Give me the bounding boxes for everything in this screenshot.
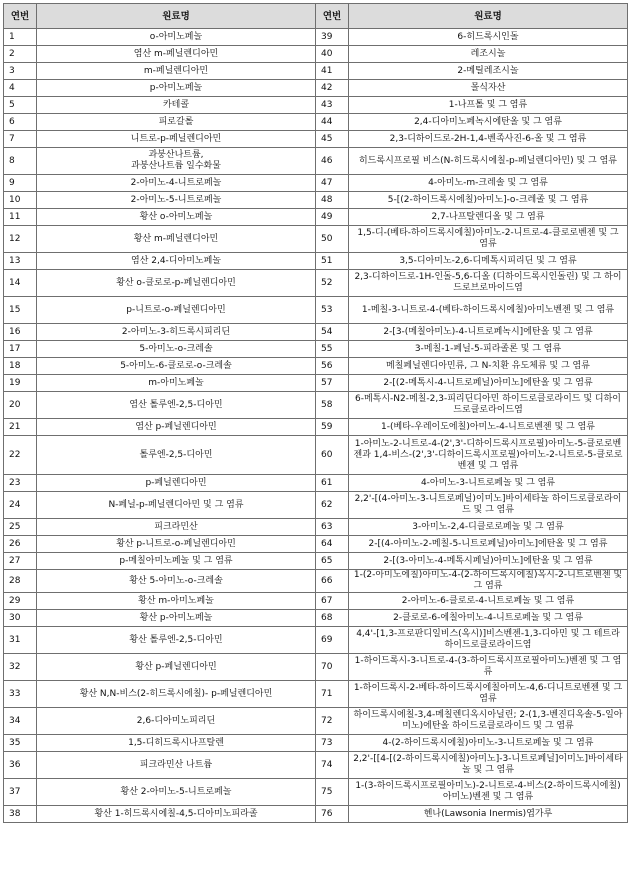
row-number-right: 48 [316,192,349,209]
table-row [4,735,628,752]
ingredient-name-right: 1-나프톨 및 그 염류 [349,97,628,114]
ingredient-name-left: 피로갈롤 [37,114,316,131]
row-number-left: 11 [4,209,37,226]
row-number-right: 69 [316,627,349,654]
ingredient-name-left: 2-아미노-3-히드록시피리딘 [37,324,316,341]
ingredient-name-left: 니트로-p-페닐렌디아민 [37,131,316,148]
table-row [4,114,628,131]
ingredient-name-left: 염산 2,4-디아미노페놀 [37,253,316,270]
row-number-left: 19 [4,375,37,392]
header-no-right: 연번 [316,4,349,29]
ingredient-name-right: 2,2'-[[4-[(2-하이드록시에칠)아미노]-3-니트로페닐]이미노]바이세타놀 및 그 염류 [349,752,628,779]
ingredient-name-left: 톨루엔-2,5-디아민 [37,436,316,475]
ingredient-name-left: 1,5-디히드록시나프탈렌 [37,735,316,752]
ingredient-name-right: 1-하이드록시-3-니트로-4-(3-하이드록시프로필아미노)벤젠 및 그 염류 [349,654,628,681]
ingredient-name-right: 레조시놀 [349,46,628,63]
ingredient-name-right: 4-아미노-3-니트로페놀 및 그 염류 [349,475,628,492]
row-number-left: 4 [4,80,37,97]
ingredient-name-left: o-아미노페놀 [37,29,316,46]
row-number-right: 54 [316,324,349,341]
ingredient-name-right: 2-메틸레조시놀 [349,63,628,80]
ingredient-name-right: 5-[(2-하이드록시에칠)아미노]-o-크레졸 및 그 염류 [349,192,628,209]
header-name-right: 원료명 [349,4,628,29]
ingredient-name-left: 피크라민산 나트륨 [37,752,316,779]
ingredient-name-right: 2-[(3-아미노-4-메톡시페닐)아미노]에탄올 및 그 염류 [349,553,628,570]
ingredient-name-left: 5-아미노-6-클로로-o-크레솔 [37,358,316,375]
ingredient-name-left: 2-아미노-4-니트로페놀 [37,175,316,192]
ingredient-name-left: 5-아미노-o-크레솔 [37,341,316,358]
table-row [4,148,628,175]
table-row [4,681,628,708]
ingredient-table [3,3,628,823]
row-number-left: 1 [4,29,37,46]
ingredient-name-right: 2-[3-(메칠아미노)-4-니트로페녹시]에탄올 및 그 염류 [349,324,628,341]
row-number-right: 56 [316,358,349,375]
ingredient-name-left: 황산 o-아미노페놀 [37,209,316,226]
table-row [4,593,628,610]
ingredient-name-right: 2,3-디하이드로-1H-인돌-5,6-디올 (디하이드록시인돌린) 및 그 하이드로브로마이드염 [349,270,628,297]
row-number-left: 35 [4,735,37,752]
row-number-right: 64 [316,536,349,553]
row-number-right: 57 [316,375,349,392]
table-row [4,209,628,226]
ingredient-name-left: 황산 1-히드록시에칠-4,5-디아미노피라졸 [37,806,316,823]
ingredient-name-left: 2-아미노-5-니트로페놀 [37,192,316,209]
row-number-left: 27 [4,553,37,570]
table-row [4,358,628,375]
row-number-left: 29 [4,593,37,610]
ingredient-name-right: 1-아미노-2-니트로-4-(2',3'-디하이드록시프로필)아미노-5-클로로벤젠과 1,4-비스-(2',3'-디하이드록시프로필)아미노-2-니트로-5-클로로벤젠 및 그 염류 [349,436,628,475]
table-row [4,375,628,392]
ingredient-name-right: 1-(3-하이드록시프로필아미노)-2-니트로-4-비스(2-하이드록시에칠)아미노)벤젠 및 그 염류 [349,779,628,806]
ingredient-name-left: 황산 톨루엔-2,5-디아민 [37,627,316,654]
row-number-right: 46 [316,148,349,175]
row-number-left: 9 [4,175,37,192]
row-number-left: 5 [4,97,37,114]
ingredient-name-right: 2-아미노-6-클로로-4-니트로페놀 및 그 염류 [349,593,628,610]
row-number-left: 28 [4,570,37,593]
row-number-right: 68 [316,610,349,627]
row-number-right: 70 [316,654,349,681]
table-row [4,341,628,358]
ingredient-name-right: 하이드록시에칠-3,4-메칠렌디옥시아닐린; 2-(1,3-벤진디옥솔-5-일아미노)에탄올 하이드로클로라이드 및 그 염류 [349,708,628,735]
ingredient-name-left: 피크라민산 [37,519,316,536]
ingredient-name-left: 황산 2-아미노-5-니트로페놀 [37,779,316,806]
ingredient-name-left: p-아미노페놀 [37,80,316,97]
row-number-right: 59 [316,419,349,436]
row-number-left: 23 [4,475,37,492]
ingredient-name-right: 히드록시프로필 비스(N-히드록시에칠-p-페닐렌디아민) 및 그 염류 [349,148,628,175]
row-number-right: 58 [316,392,349,419]
row-number-left: 30 [4,610,37,627]
row-number-right: 50 [316,226,349,253]
ingredient-name-right: 6-메톡시-N2-메칠-2,3-피리딘디아민 하이드로클로라이드 및 디하이드로클로라이드염 [349,392,628,419]
row-number-left: 14 [4,270,37,297]
table-row [4,654,628,681]
row-number-right: 43 [316,97,349,114]
row-number-right: 67 [316,593,349,610]
ingredient-name-left: 카테콜 [37,97,316,114]
table-row [4,570,628,593]
table-row [4,46,628,63]
header-no-left: 연번 [4,4,37,29]
table-row [4,392,628,419]
header-name-left: 원료명 [37,4,316,29]
table-row [4,708,628,735]
row-number-left: 20 [4,392,37,419]
row-number-left: 8 [4,148,37,175]
ingredient-name-left: m-아미노페놀 [37,375,316,392]
table-row [4,553,628,570]
ingredient-name-left: 황산 p-니트로-o-페닐렌디아민 [37,536,316,553]
ingredient-name-left: 황산 N,N-비스(2-히드록시에칠)- p-페닐렌디아민 [37,681,316,708]
ingredient-name-left: 2,6-디아미노피리딘 [37,708,316,735]
row-number-left: 38 [4,806,37,823]
row-number-left: 13 [4,253,37,270]
row-number-right: 45 [316,131,349,148]
row-number-left: 12 [4,226,37,253]
row-number-left: 32 [4,654,37,681]
table-row [4,253,628,270]
row-number-right: 61 [316,475,349,492]
table-row [4,492,628,519]
table-row [4,270,628,297]
ingredient-name-right: 2,2'-[(4-아미노-3-니트로페닐)이미노]바이세타놀 하이드로클로라이드 및 그 염류 [349,492,628,519]
row-number-left: 17 [4,341,37,358]
row-number-right: 75 [316,779,349,806]
ingredient-name-left: p-페닐렌디아민 [37,475,316,492]
ingredient-name-right: 1-하이드록시-2-베타-하이드록시에칠아미노-4,6-디니트로벤젠 및 그 염류 [349,681,628,708]
ingredient-name-right: 2,7-나프탈렌디올 및 그 염류 [349,209,628,226]
table-body [4,29,628,823]
ingredient-name-right: 1-(2-아미노에칠)아미노-4-(2-하이드록시에칠)옥시-2-니트로벤젠 및 그 염류 [349,570,628,593]
row-number-right: 39 [316,29,349,46]
row-number-right: 73 [316,735,349,752]
row-number-left: 22 [4,436,37,475]
ingredient-name-right: 4-아미노-m-크레솔 및 그 염류 [349,175,628,192]
row-number-left: 10 [4,192,37,209]
table-row [4,175,628,192]
table-row [4,419,628,436]
table-row [4,97,628,114]
table-row [4,226,628,253]
ingredient-name-right: 1-(베타-우레이도에칠)아미노-4-니트로벤젠 및 그 염류 [349,419,628,436]
ingredient-name-right: 몰식자산 [349,80,628,97]
row-number-right: 62 [316,492,349,519]
ingredient-name-left: 황산 m-아미노페놀 [37,593,316,610]
row-number-left: 21 [4,419,37,436]
row-number-left: 7 [4,131,37,148]
row-number-right: 42 [316,80,349,97]
ingredient-name-right: 2,4-디아미노페녹시에탄올 및 그 염류 [349,114,628,131]
table-row [4,627,628,654]
ingredient-name-right: 헨나(Lawsonia Inermis)엽가루 [349,806,628,823]
ingredient-name-right: 6-히드록시인돌 [349,29,628,46]
ingredient-name-left: 황산 o-클로로-p-페닐렌디아민 [37,270,316,297]
row-number-left: 26 [4,536,37,553]
row-number-right: 52 [316,270,349,297]
row-number-right: 63 [316,519,349,536]
ingredient-name-right: 3-메칠-1-페닐-5-피라졸론 및 그 염류 [349,341,628,358]
ingredient-name-right: 3,5-디아미노-2,6-디메톡시피리딘 및 그 염류 [349,253,628,270]
table-row [4,779,628,806]
row-number-right: 60 [316,436,349,475]
ingredient-name-right: 1,5-디-(베타-하이드록시에칠)아미노-2-니트로-4-클로로벤젠 및 그 염류 [349,226,628,253]
ingredient-name-right: 메칠페닐렌디아민류, 그 N-치환 유도체류 및 그 염류 [349,358,628,375]
row-number-right: 53 [316,297,349,324]
row-number-right: 72 [316,708,349,735]
ingredient-name-left: 과붕산나트륨, 과붕산나트륨 일수화물 [37,148,316,175]
table-row [4,192,628,209]
ingredient-name-right: 1-메칠-3-니트로-4-(베타-하이드록시에칠)아미노벤젠 및 그 염류 [349,297,628,324]
ingredient-name-right: 2-클로로-6-에칠아미노-4-니트로페놀 및 그 염류 [349,610,628,627]
ingredient-name-right: 2,3-디하이드로-2H-1,4-벤족사진-6-올 및 그 염류 [349,131,628,148]
ingredient-name-right: 2-[(4-아미노-2-메칠-5-니트로페닐)아미노]에탄올 및 그 염류 [349,536,628,553]
ingredient-name-left: 황산 5-아미노-o-크레솔 [37,570,316,593]
table-row [4,324,628,341]
table-row [4,475,628,492]
ingredient-name-left: 염산 p-페닐렌디아민 [37,419,316,436]
ingredient-name-left: N-페닐-p-페닐렌디아민 및 그 염류 [37,492,316,519]
header-row [4,4,628,29]
ingredient-name-left: 황산 m-페닐렌디아민 [37,226,316,253]
row-number-right: 65 [316,553,349,570]
table-row [4,436,628,475]
row-number-left: 34 [4,708,37,735]
ingredient-name-left: 황산 p-아미노페놀 [37,610,316,627]
row-number-right: 47 [316,175,349,192]
ingredient-name-left: 황산 p-페닐렌디아민 [37,654,316,681]
ingredient-name-left: 염산 m-페닐렌디아민 [37,46,316,63]
ingredient-name-left: p-메칠아미노페놀 및 그 염류 [37,553,316,570]
table-row [4,29,628,46]
ingredient-name-left: p-니트로-o-페닐렌디아민 [37,297,316,324]
ingredient-name-right: 4,4'-[1,3-프로판디일비스(옥시)]비스벤젠-1,3-디아민 및 그 테트라하이드로클로라이드염 [349,627,628,654]
row-number-left: 6 [4,114,37,131]
row-number-left: 31 [4,627,37,654]
table-row [4,297,628,324]
row-number-right: 41 [316,63,349,80]
ingredient-name-right: 4-(2-하이드록시에칠)아미노-3-니트로페놀 및 그 염류 [349,735,628,752]
row-number-left: 15 [4,297,37,324]
row-number-right: 74 [316,752,349,779]
ingredient-name-left: m-페닐렌디아민 [37,63,316,80]
table-row [4,610,628,627]
table-row [4,63,628,80]
row-number-right: 40 [316,46,349,63]
table-row [4,80,628,97]
row-number-left: 25 [4,519,37,536]
row-number-left: 2 [4,46,37,63]
ingredient-name-left: 염산 톨루엔-2,5-디아민 [37,392,316,419]
row-number-left: 36 [4,752,37,779]
row-number-right: 51 [316,253,349,270]
row-number-right: 44 [316,114,349,131]
table-row [4,536,628,553]
row-number-left: 33 [4,681,37,708]
table-row [4,806,628,823]
row-number-left: 18 [4,358,37,375]
table-row [4,131,628,148]
row-number-right: 76 [316,806,349,823]
row-number-left: 3 [4,63,37,80]
ingredient-name-right: 2-[(2-메톡시-4-니트로페닐)아미노]에탄올 및 그 염류 [349,375,628,392]
row-number-right: 49 [316,209,349,226]
row-number-left: 24 [4,492,37,519]
row-number-left: 16 [4,324,37,341]
row-number-right: 71 [316,681,349,708]
row-number-right: 55 [316,341,349,358]
row-number-left: 37 [4,779,37,806]
table-row [4,752,628,779]
ingredient-name-right: 3-아미노-2,4-디클로로페놀 및 그 염류 [349,519,628,536]
row-number-right: 66 [316,570,349,593]
table-row [4,519,628,536]
